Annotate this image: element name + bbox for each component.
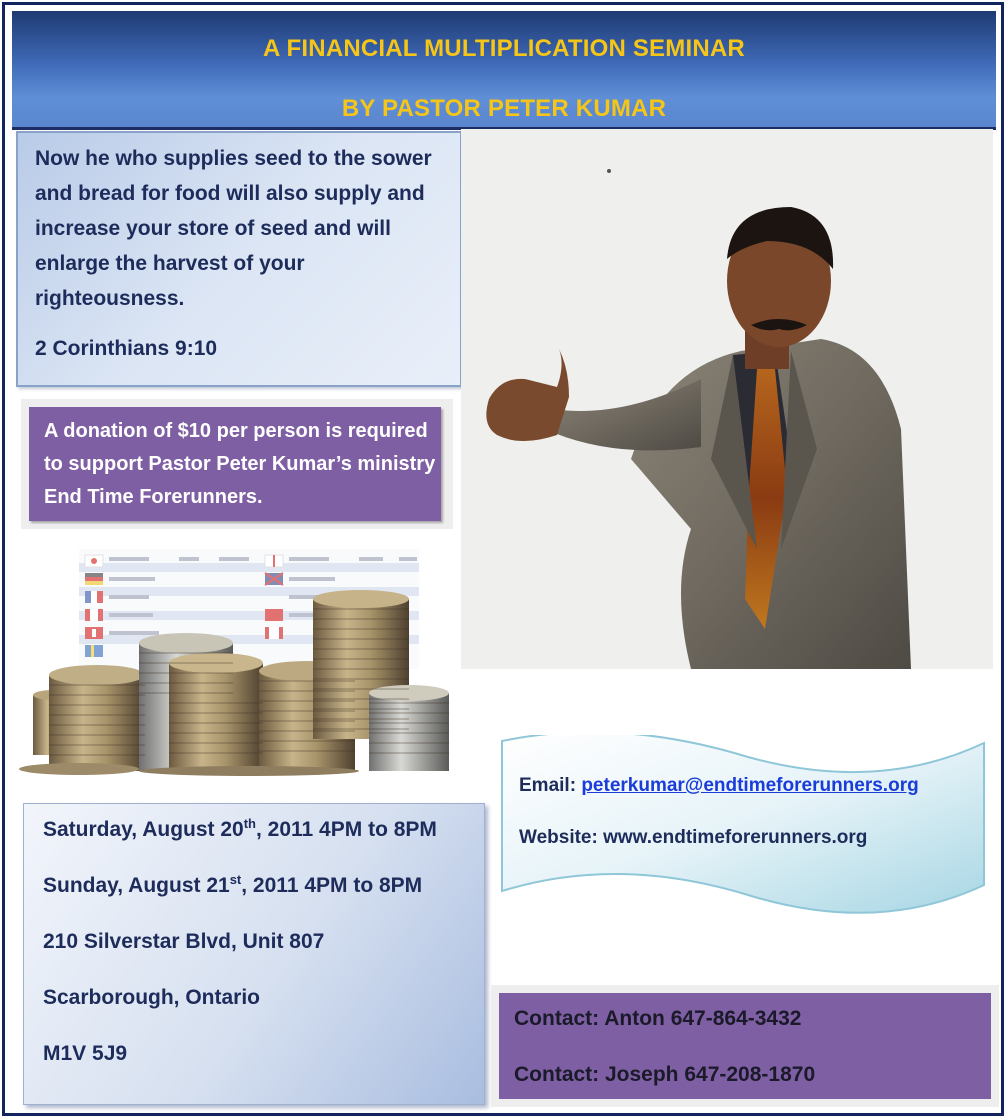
event-day-2 [43, 872, 422, 898]
scripture-text: Now he who supplies seed to the sower and bread for food will also supply and increase your store of seed and will enlarge the harvest of your righteousness. [35, 147, 432, 310]
contact-joseph: Contact: Joseph 647-208-1870 [514, 1063, 816, 1086]
speaker-photo [461, 129, 993, 669]
website-label: Website: [519, 827, 598, 848]
website-line [519, 827, 867, 849]
contact-box [499, 993, 991, 1099]
coins-image [19, 543, 451, 777]
donation-box [29, 407, 441, 521]
email-label: Email: [519, 775, 577, 796]
day1-ordinal: th [243, 816, 256, 831]
website-url: www.endtimeforerunners.org [603, 827, 868, 848]
header-banner [12, 11, 996, 130]
seminar-speaker: BY PASTOR PETER KUMAR [341, 95, 667, 122]
address-line-1: 210 Silverstar Blvd, Unit 807 [43, 930, 325, 953]
coins-illustration [19, 543, 451, 777]
email-link[interactable]: peterkumar@endtimeforerunners.org [581, 775, 919, 796]
day2-date: Sunday, August 21 [43, 874, 230, 897]
event-details-box [23, 803, 485, 1105]
email-line [519, 775, 919, 797]
scripture-reference: 2 Corinthians 9:10 [35, 337, 218, 360]
day2-time: , 2011 4PM to 8PM [241, 874, 423, 897]
event-day-1 [43, 816, 437, 842]
online-info-banner [498, 735, 988, 917]
flyer-frame [2, 2, 1004, 1116]
day1-time: , 2011 4PM to 8PM [256, 818, 437, 841]
donation-panel [21, 399, 453, 529]
seminar-title: A FINANCIAL MULTIPLICATION SEMINAR [263, 35, 745, 62]
contact-anton: Contact: Anton 647-864-3432 [514, 1007, 802, 1030]
day1-date: Saturday, August 20 [43, 818, 244, 841]
speaker-illustration [461, 129, 993, 669]
donation-text: A donation of $10 per person is required to support Pastor Peter Kumar’s ministry End Time Forerunners. [44, 420, 436, 508]
postal-code: M1V 5J9 [43, 1042, 128, 1065]
day2-ordinal: st [229, 872, 242, 887]
address-line-2: Scarborough, Ontario [43, 986, 261, 1009]
scripture-box [16, 131, 462, 387]
contact-panel [491, 985, 999, 1107]
